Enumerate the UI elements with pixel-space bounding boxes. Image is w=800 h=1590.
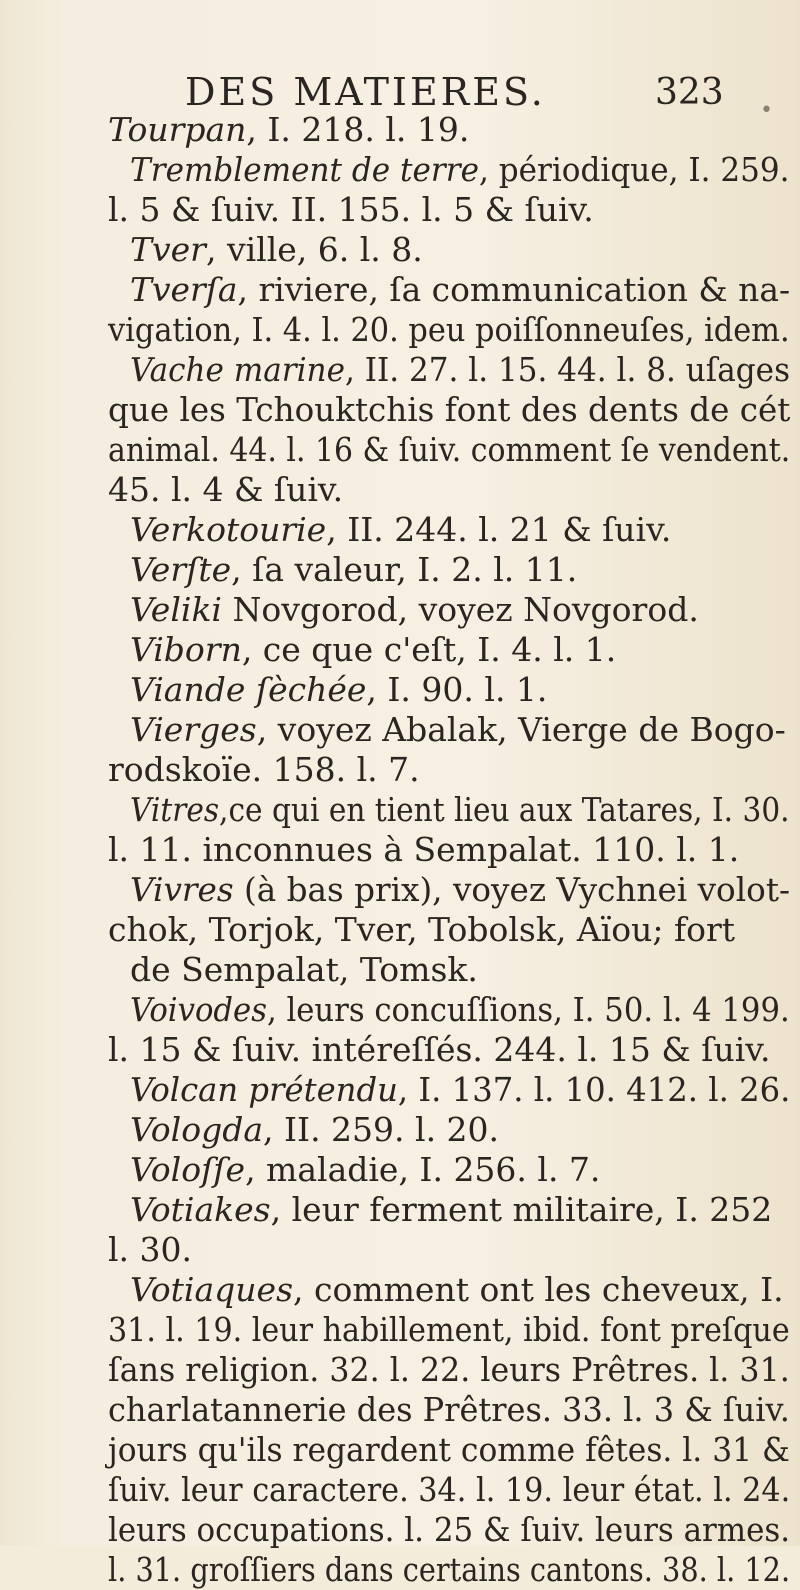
index-line: Tourpan, I. 218. l. 19. (108, 110, 470, 149)
index-line: Tver, ville, 6. l. 8. (130, 230, 423, 269)
index-line: l. 5 & ſuiv. II. 155. l. 5 & ſuiv. (108, 190, 594, 229)
running-head (0, 70, 800, 114)
index-line: Votiakes, leur ferment militaire, I. 252 (130, 1190, 773, 1229)
index-line: Verkotourie, II. 244. l. 21 & ſuiv. (130, 510, 672, 549)
index-line: l. 30. (108, 1230, 193, 1269)
index-line: Vache marine, II. 27. l. 15. 44. l. 8. uſages (130, 350, 791, 389)
index-line: Viande ſèchée, I. 90. l. 1. (130, 670, 548, 709)
index-line: 31. l. 19. leur habillement, ibid. font preſque (108, 1310, 790, 1349)
index-line: Vitres,ce qui en tient lieu aux Tatares, I. 30. (130, 790, 790, 829)
index-line: animal. 44. l. 16 & ſuiv. comment ſe vendent. (108, 430, 791, 469)
index-line: chok, Torjok, Tver, Tobolsk, Aïou; fort (108, 910, 736, 949)
index-line: ſans religion. 32. l. 22. leurs Prêtres. l. 31. (108, 1350, 790, 1389)
index-line: Vologda, II. 259. l. 20. (130, 1110, 500, 1149)
running-title: DES MATIERES. (185, 70, 546, 114)
index-line: Vivres (à bas prix), voyez Vychnei volot- (130, 870, 790, 909)
index-line: Voivodes, leurs concuſſions, I. 50. l. 4 199. (130, 990, 790, 1029)
index-line: Verſte, ſa valeur, I. 2. l. 11. (130, 550, 578, 589)
page-number: 323 (655, 72, 724, 113)
index-line: Tremblement de terre, périodique, I. 259. (130, 150, 790, 189)
index-line: l. 11. inconnues à Sempalat. 110. l. 1. (108, 830, 740, 869)
index-line: rodskoïe. 158. l. 7. (108, 750, 420, 789)
index-line: leurs occupations. l. 25 & ſuiv. leurs armes. (108, 1510, 791, 1549)
index-line: charlatannerie des Prêtres. 33. l. 3 & ſuiv. (108, 1390, 790, 1429)
index-line: que les Tchouktchis font des dents de cét (108, 390, 791, 429)
index-line: Vierges, voyez Abalak, Vierge de Bogo- (130, 710, 786, 749)
index-line: vigation, I. 4. l. 20. peu poiſſonneuſes, idem. (108, 310, 790, 349)
index-line: de Sempalat, Tomsk. (130, 950, 478, 989)
index-line: jours qu'ils regardent comme fêtes. l. 31 & (108, 1430, 790, 1469)
index-line: l. 15 & ſuiv. intéreſſés. 244. l. 15 & ſuiv. (108, 1030, 771, 1069)
index-line: Viborn, ce que c'eſt, I. 4. l. 1. (130, 630, 617, 669)
index-line: Votiaques, comment ont les cheveux, I. (130, 1270, 784, 1309)
index-line: ſuiv. leur caractere. 34. l. 19. leur état. l. 24. (108, 1470, 791, 1509)
margin-ink-mark: • (760, 98, 773, 123)
index-line: l. 31. groſſiers dans certains cantons. 38. l. 12. (108, 1550, 791, 1589)
index-line: 45. l. 4 & ſuiv. (108, 470, 344, 509)
index-line: Veliki Novgorod, voyez Novgorod. (130, 590, 699, 629)
index-line: Tverſa, riviere, ſa communication & na- (130, 270, 791, 309)
index-line: Voloſſe, maladie, I. 256. l. 7. (130, 1150, 601, 1189)
index-line: Volcan prétendu, I. 137. l. 10. 412. l. 26. (130, 1070, 791, 1109)
